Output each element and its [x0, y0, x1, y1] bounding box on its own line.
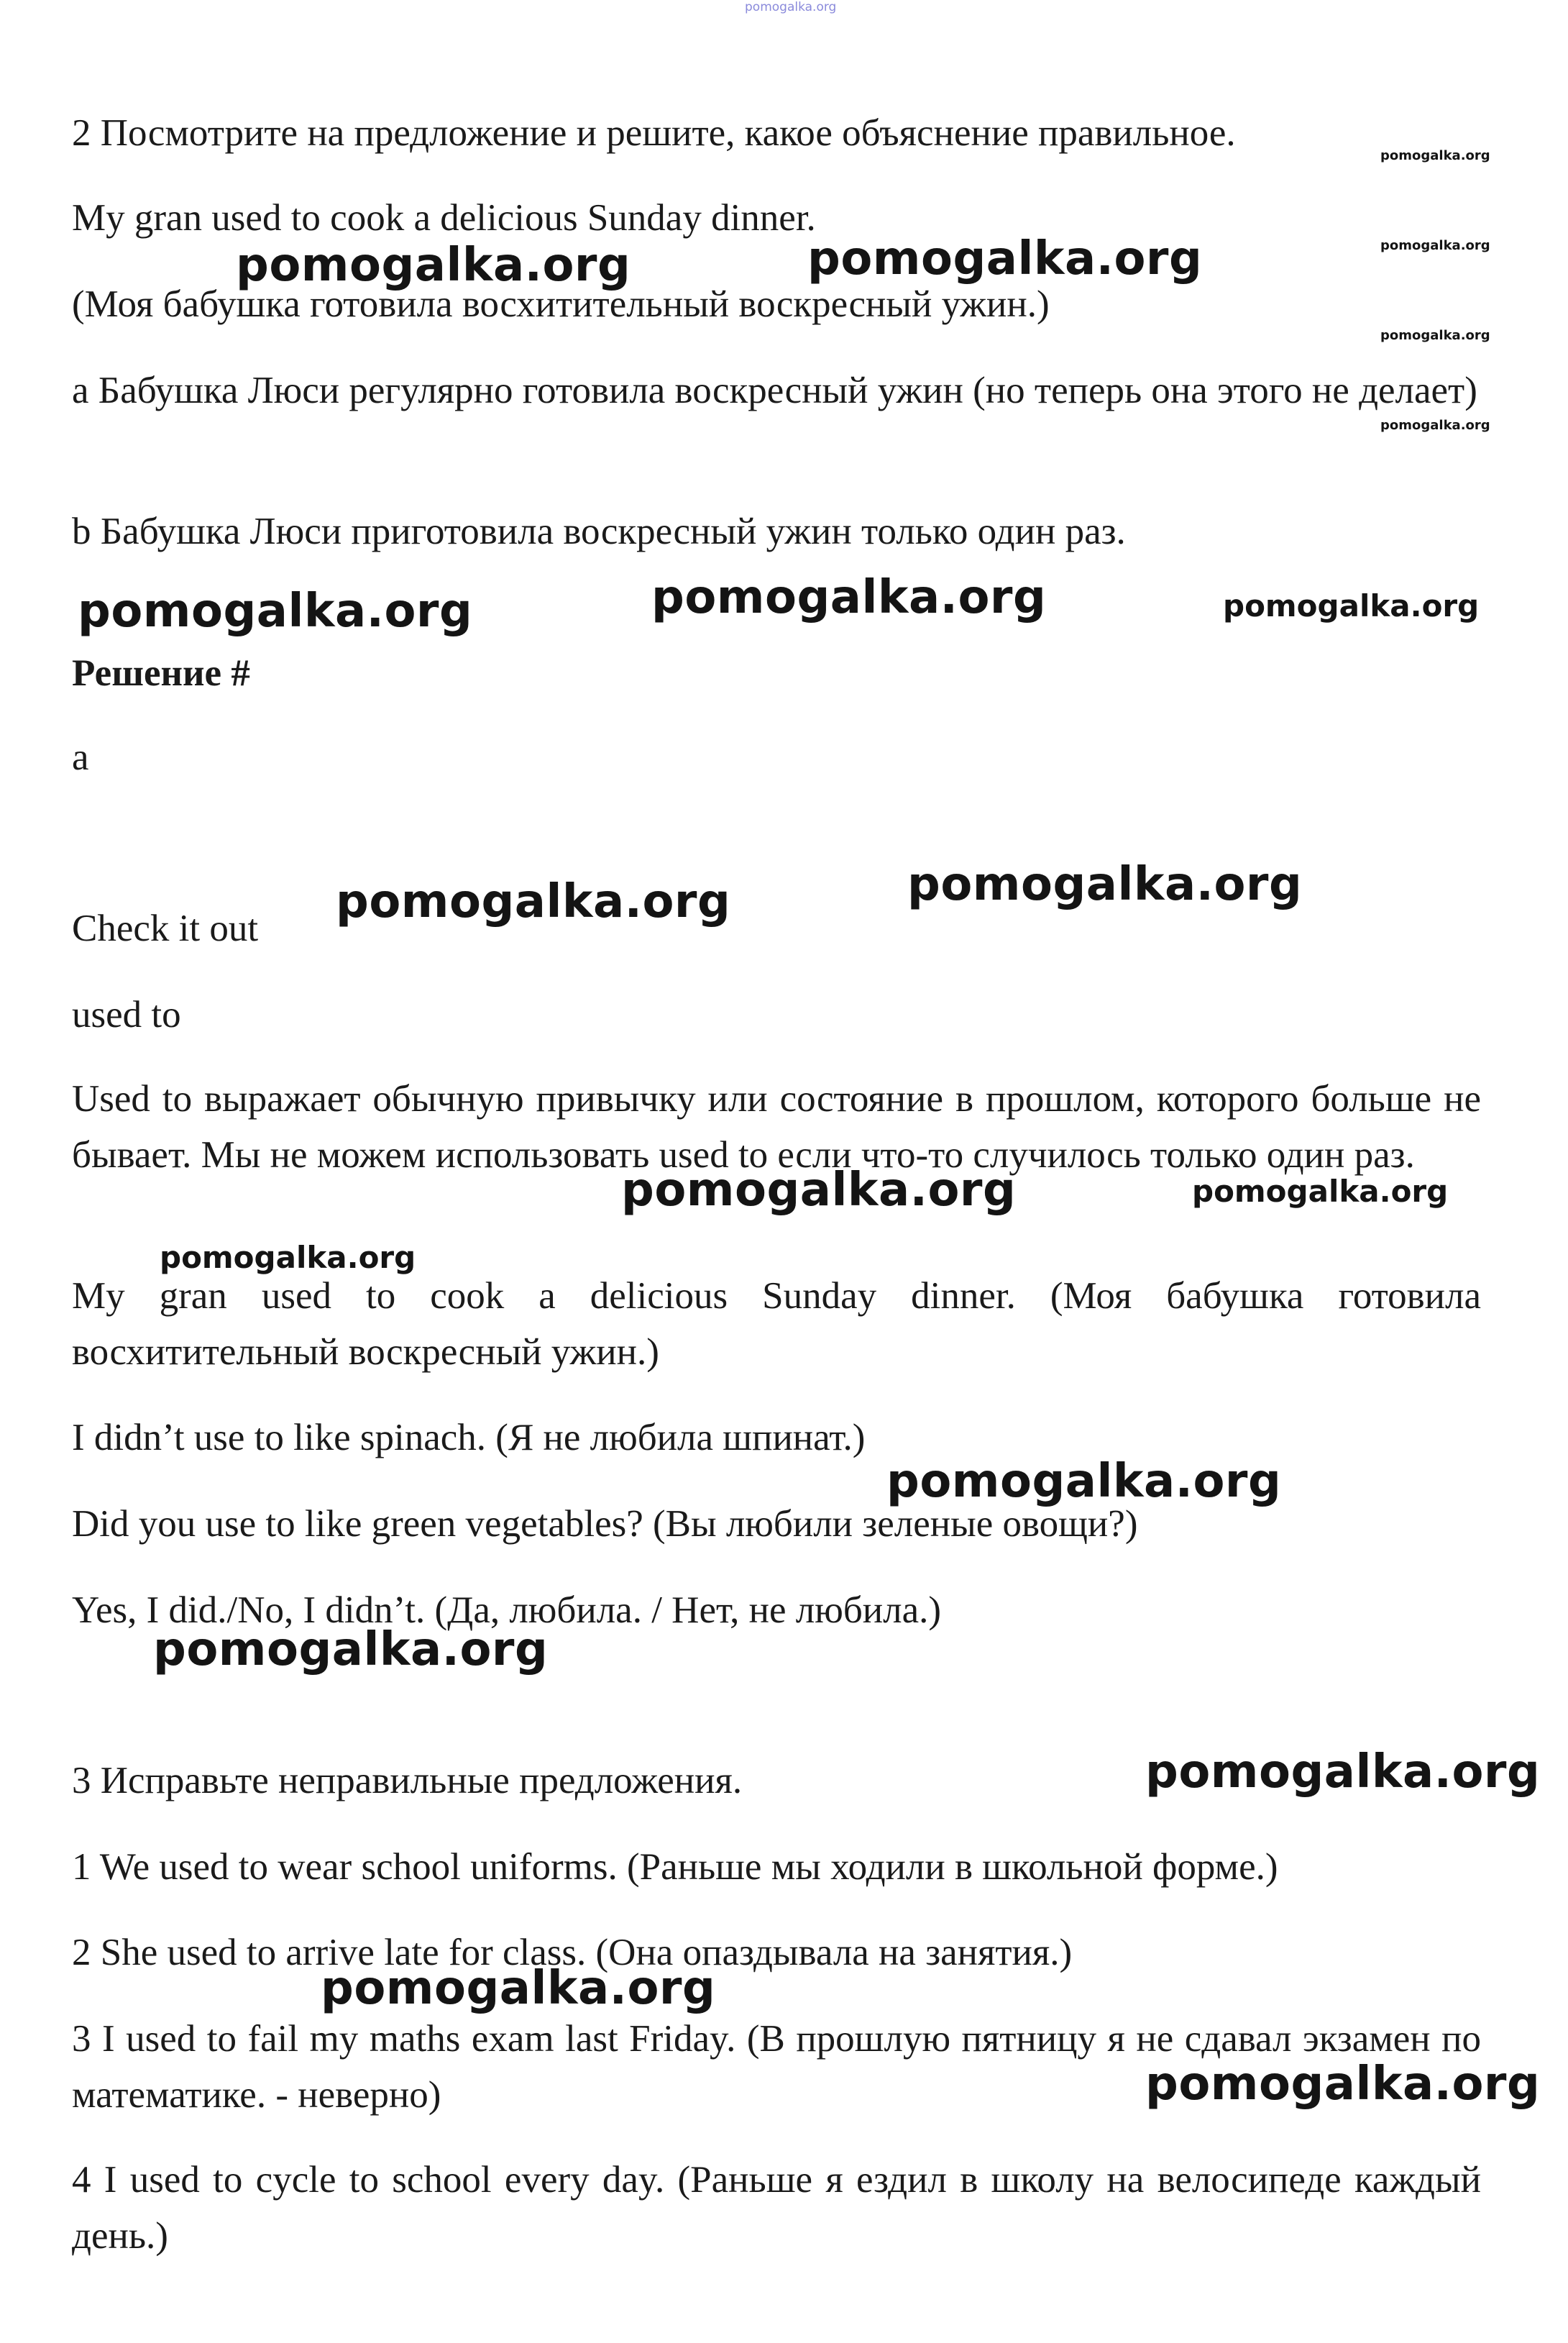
- watermark-large: pomogalka.org: [1145, 1745, 1541, 1799]
- watermark-medium: pomogalka.org: [1192, 1174, 1449, 1209]
- task3-item-1: 1 We used to wear school uniforms. (Раньше мы ходили в школьной форме.): [72, 1846, 1278, 1888]
- check-it-out-title: Check it out: [72, 908, 259, 949]
- watermark-large: pomogalka.org: [621, 1164, 1017, 1217]
- watermark-small: pomogalka.org: [1380, 148, 1490, 163]
- task3-item-4: 4 I used to cycle to school every day. (Раньше я ездил в школу на велосипеде каждый день.): [72, 2159, 1481, 2257]
- watermark-medium: pomogalka.org: [160, 1240, 416, 1275]
- watermark-large: pomogalka.org: [907, 858, 1303, 911]
- watermark-large: pomogalka.org: [321, 1962, 716, 2015]
- watermark-large: pomogalka.org: [651, 571, 1047, 624]
- watermark-large: pomogalka.org: [1145, 2057, 1541, 2111]
- watermark-large: pomogalka.org: [78, 585, 473, 638]
- example-2: I didn’t use to like spinach. (Я не любила шпинат.): [72, 1417, 866, 1458]
- example-4: Yes, I did./No, I didn’t. (Да, любила. / Нет, не любила.): [72, 1589, 942, 1631]
- task3-item-2: 2 She used to arrive late for class. (Она опаздывала на занятия.): [72, 1932, 1073, 1973]
- watermark-small: pomogalka.org: [1380, 238, 1490, 253]
- task3-item-3: 3 I used to fail my maths exam last Friday. (В прошлую пятницу я не сдавал экзамен по математике. - неверно): [72, 2018, 1481, 2116]
- watermark-large: pomogalka.org: [886, 1455, 1282, 1508]
- task3-instruction: 3 Исправьте неправильные предложения.: [72, 1760, 743, 1801]
- task2-instruction: 2 Посмотрите на предложение и решите, какое объяснение правильное.: [72, 112, 1236, 154]
- watermark-medium: pomogalka.org: [1223, 588, 1480, 624]
- task2-option-a: а Бабушка Люси регулярно готовила воскресный ужин (но теперь она этого не делает): [72, 370, 1477, 411]
- watermark-large: pomogalka.org: [807, 232, 1203, 286]
- watermark-small: pomogalka.org: [1380, 328, 1490, 343]
- watermark-top: pomogalka.org: [745, 0, 837, 14]
- watermark-large: pomogalka.org: [236, 239, 631, 292]
- solution-heading: Решение #: [72, 652, 250, 694]
- check-it-out-topic: used to: [72, 994, 181, 1036]
- check-it-out-explanation: Used to выражает обычную привычку или состояние в прошлом, которого больше не бывает. Мы не можем использовать used to если что-то случилось только один раз.: [72, 1078, 1481, 1176]
- example-3: Did you use to like green vegetables? (Вы любили зеленые овощи?): [72, 1503, 1138, 1545]
- task2-sentence-ru: (Моя бабушка готовила восхитительный воскресный ужин.): [72, 283, 1050, 325]
- watermark-large: pomogalka.org: [153, 1623, 549, 1676]
- task2-option-b: b Бабушка Люси приготовила воскресный ужин только один раз.: [72, 511, 1126, 552]
- solution-answer: a: [72, 736, 89, 778]
- watermark-large: pomogalka.org: [336, 875, 731, 928]
- watermark-small: pomogalka.org: [1380, 418, 1490, 433]
- task2-sentence-en: My gran used to cook a delicious Sunday dinner.: [72, 197, 816, 239]
- example-1: My gran used to cook a delicious Sunday dinner. (Моя бабушка готовила восхитительный воскресный ужин.): [72, 1275, 1481, 1373]
